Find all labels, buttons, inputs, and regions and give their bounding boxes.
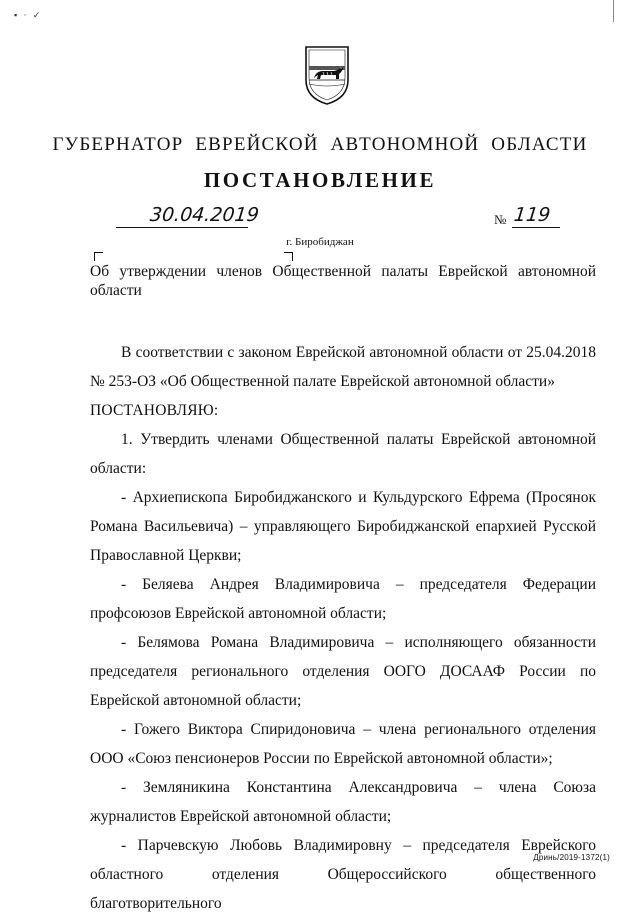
- member-item: - Земляникина Константина Александровича – члена Союза журналистов Еврейской автономной области;: [90, 779, 596, 825]
- handwritten-number: 119: [512, 204, 552, 226]
- subject-corner-right: [284, 252, 293, 261]
- member-item: - Парчевскую Любовь Владимировну – председателя Еврейского областного отделения Общероссийского общественного благотворительного: [90, 837, 596, 912]
- member-item: - Беляева Андрея Владимировича – председателя Федерации профсоюзов Еврейской автономной области;: [90, 576, 596, 622]
- date-underline: [116, 227, 248, 228]
- scan-artifact: ▪ · ✓: [14, 10, 43, 20]
- decree-word: ПОСТАНОВЛЯЮ:: [90, 402, 219, 419]
- governor-title: ГУБЕРНАТОР ЕВРЕЙСКОЙ АВТОНОМНОЙ ОБЛАСТИ: [52, 134, 588, 155]
- member-item: - Гожего Виктора Спиридоновича – члена регионального отделения ООО «Союз пенсионеров России по Еврейской автономной области»;: [90, 721, 596, 767]
- document-subject: Об утверждении членов Общественной палаты Еврейской автономной области: [90, 263, 596, 299]
- coat-of-arms-tiger-icon: [303, 44, 351, 106]
- number-field: [494, 204, 560, 230]
- number-sign: №: [494, 212, 507, 227]
- intro-paragraph: В соответствии с законом Еврейской автономной области от 25.04.2018 № 253-ОЗ «Об Общественной палате Еврейской автономной области»: [90, 344, 596, 390]
- document-body: [90, 338, 596, 918]
- member-item: - Архиепископа Биробиджанского и Кульдурского Ефрема (Просянок Романа Васильевича) – управляющего Биробиджанской епархией Русской Православной Церкви;: [90, 489, 596, 564]
- handwritten-date: 30.04.2019: [148, 204, 260, 226]
- date-field: [116, 204, 260, 230]
- number-underline: [512, 227, 560, 228]
- item-1: 1. Утвердить членами Общественной палаты Еврейской автономной области:: [90, 431, 596, 477]
- member-item: - Белямова Романа Владимировича – исполняющего обязанности председателя регионального отделения ООГО ДОСААФ России по Еврейской автономной области;: [90, 634, 596, 709]
- subject-corner-left: [94, 252, 103, 261]
- document-type-title: ПОСТАНОВЛЕНИЕ: [203, 168, 437, 192]
- document-code: Дринь/2019-1372(1): [533, 853, 610, 862]
- place-of-issue: г. Биробиджан: [286, 236, 354, 248]
- scan-edge-line: [613, 0, 614, 22]
